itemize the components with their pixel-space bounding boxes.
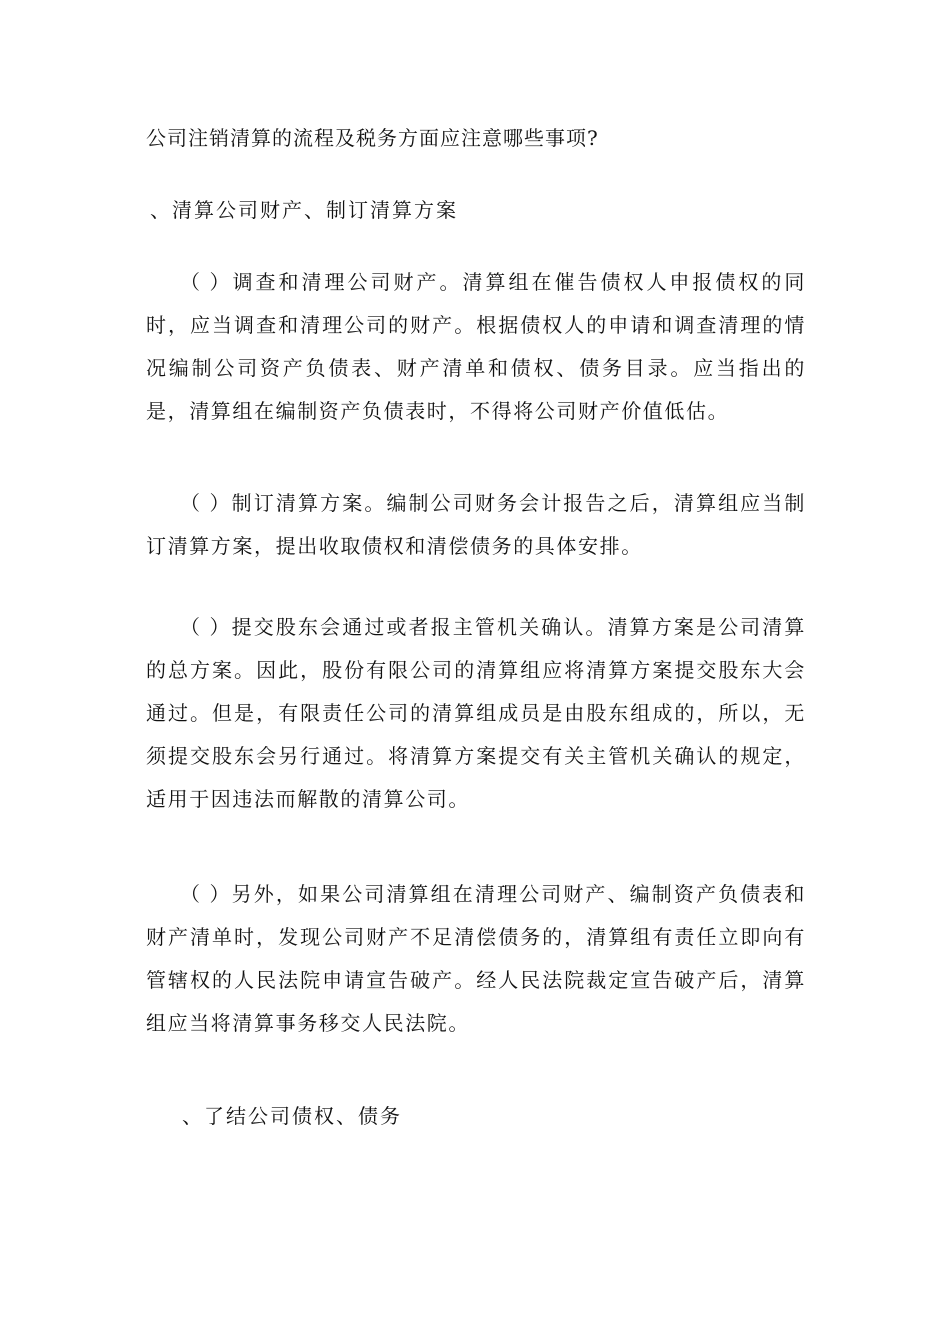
section-heading-2: 、了结公司债权、债务	[182, 1104, 402, 1128]
paragraph-text: 另外，如果公司清算组在清理公司财产、编制资产负债表和财产清单时，发现公司财产不足清偿债务的，清算组有责任立即向有管辖权的人民法院申请宣告破产。经人民法院裁定宣告破产后，清算组应当将清算事务移交人民法院。	[146, 882, 806, 1035]
paragraph-marker: （ ）	[180, 491, 232, 515]
paragraph-1	[146, 261, 806, 433]
paragraph-marker: （ ）	[180, 615, 232, 639]
paragraph-text: 提交股东会通过或者报主管机关确认。清算方案是公司清算的总方案。因此，股份有限公司的清算组应将清算方案提交股东大会通过。但是，有限责任公司的清算组成员是由股东组成的，所以，无须提交股东会另行通过。将清算方案提交有关主管机关确认的规定，适用于因违法而解散的清算公司。	[146, 615, 806, 811]
document-title: 公司注销清算的流程及税务方面应注意哪些事项?	[146, 126, 599, 150]
paragraph-marker: （ ）	[180, 882, 232, 906]
paragraph-text: 制订清算方案。编制公司财务会计报告之后，清算组应当制订清算方案，提出收取债权和清偿债务的具体安排。	[146, 491, 806, 558]
section-heading-1: 、清算公司财产、制订清算方案	[150, 198, 458, 222]
paragraph-2	[146, 482, 806, 568]
paragraph-4	[146, 873, 806, 1045]
paragraph-marker: （ ）	[180, 270, 232, 294]
paragraph-3	[146, 606, 806, 821]
paragraph-text: 调查和清理公司财产。清算组在催告债权人申报债权的同时，应当调查和清理公司的财产。根据债权人的申请和调查清理的情况编制公司资产负债表、财产清单和债权、债务目录。应当指出的是，清算组在编制资产负债表时，不得将公司财产价值低估。	[146, 270, 806, 423]
